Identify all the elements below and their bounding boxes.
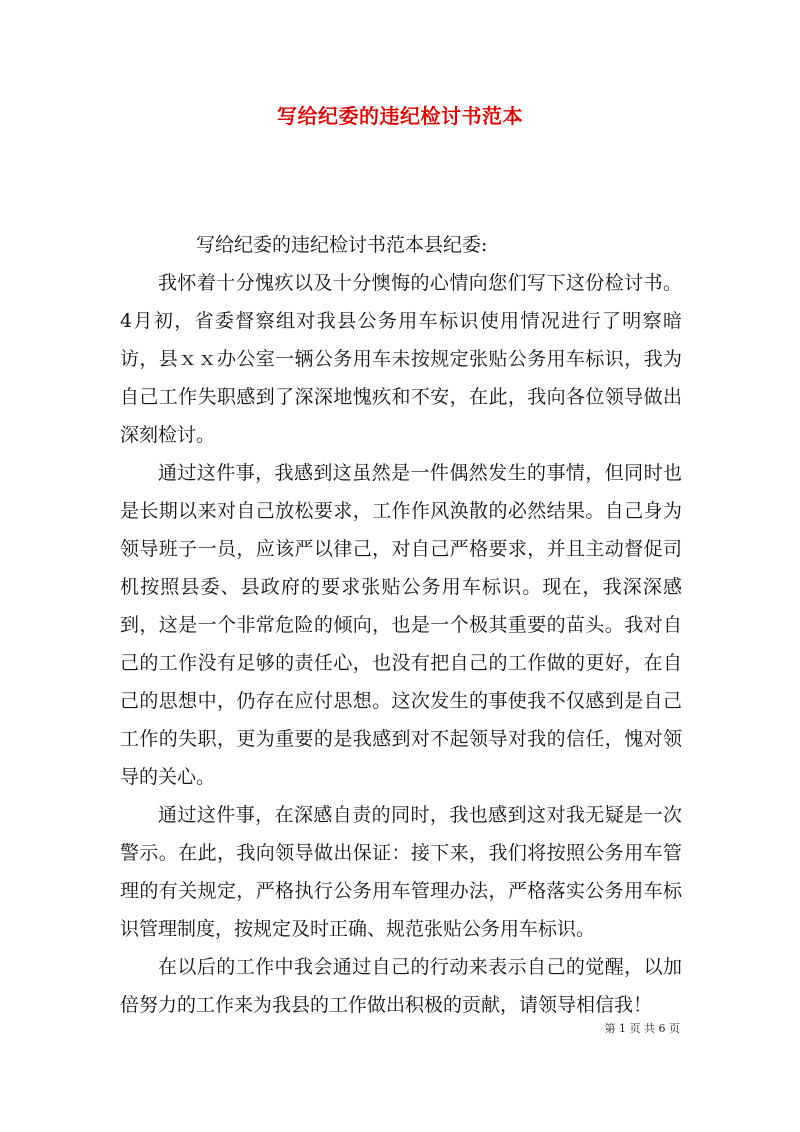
body-paragraph: 我怀着十分愧疚以及十分懊悔的心情向您们写下这份检讨书。4月初，省委督察组对我县公务用车标识使用情况进行了明察暗访，县ｘｘ办公室一辆公务用车未按规定张贴公务用车标识，我为自己工作失职感到了深深地愧疚和不安，在此，我向各位领导做出深刻检讨。 (120, 272, 682, 446)
document-title: 写给纪委的违纪检讨书范本 (277, 104, 523, 128)
body-paragraph: 在以后的工作中我会通过自己的行动来表示自己的觉醒，以加倍努力的工作来为我县的工作做出积极的贡献，请领导相信我！ (120, 956, 682, 1016)
body-paragraph: 通过这件事，我感到这虽然是一件偶然发生的事情，但同时也是长期以来对自己放松要求，工作作风涣散的必然结果。自己身为领导班子一员，应该严以律己，对自己严格要求，并且主动督促司机按照县委、县政府的要求张贴公务用车标识。现在，我深深感到，这是一个非常危险的倾向，也是一个极其重要的苗头。我对自己的工作没有足够的责任心，也没有把自己的工作做的更好，在自己的思想中，仍存在应付思想。这次发生的事使我不仅感到是自己工作的失职，更为重要的是我感到对不起领导对我的信任，愧对领导的关心。 (120, 462, 682, 788)
page-number: 第 1 页 共 6 页 (604, 1022, 680, 1035)
body-paragraph: 通过这件事，在深感自责的同时，我也感到这对我无疑是一次警示。在此，我向领导做出保证：接下来，我们将按照公务用车管理的有关规定，严格执行公务用车管理办法，严格落实公务用车标识管理制度，按规定及时正确、规范张贴公务用车标识。 (120, 804, 682, 940)
body-paragraph-heading: 写给纪委的违纪检讨书范本县纪委: (196, 234, 488, 256)
document-body (120, 226, 682, 1024)
